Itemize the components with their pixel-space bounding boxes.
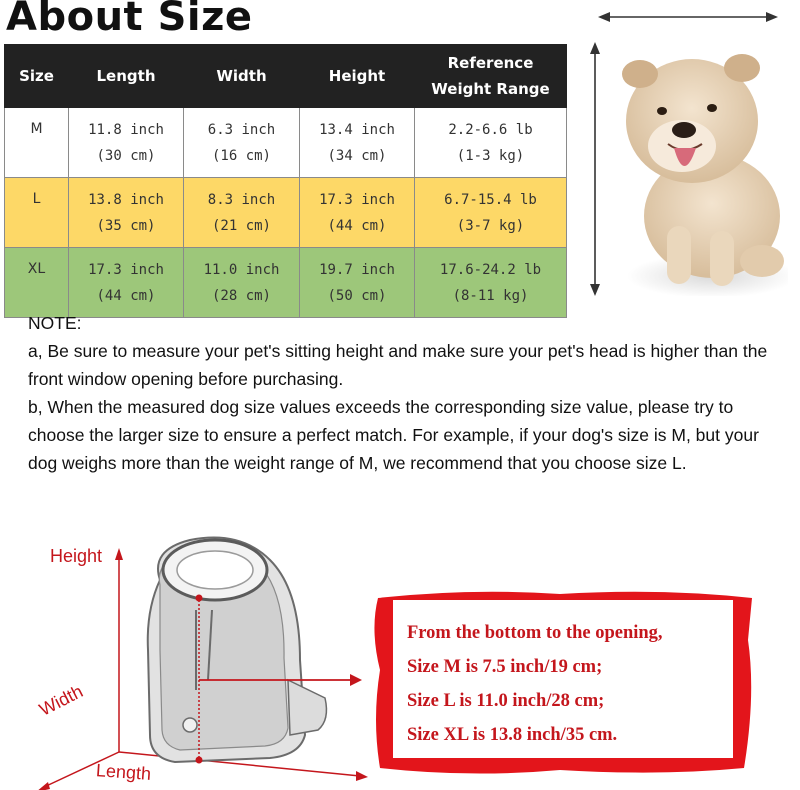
size-value: L <box>5 178 69 248</box>
info-line-3: Size L is 11.0 inch/28 cm; <box>407 691 605 711</box>
width-value <box>184 248 300 318</box>
length-value <box>69 108 184 178</box>
weight-value <box>415 108 567 178</box>
size-value: M <box>5 108 69 178</box>
size-table <box>4 44 567 318</box>
height-cm: (34 cm) <box>327 147 387 164</box>
width-value <box>184 178 300 248</box>
length-value <box>69 178 184 248</box>
page-title: About Size <box>6 0 253 40</box>
height-value <box>300 248 415 318</box>
table-row <box>5 178 567 248</box>
width-cm: (16 cm) <box>211 147 271 164</box>
weight-value <box>415 248 567 318</box>
height-label: Height <box>50 546 103 566</box>
header-weight-line2: Weight Range <box>431 80 550 98</box>
weight-lb: 6.7-15.4 lb <box>444 191 537 208</box>
length-value <box>69 248 184 318</box>
height-inch: 19.7 inch <box>319 261 395 278</box>
height-cm: (50 cm) <box>327 287 387 304</box>
height-value <box>300 178 415 248</box>
width-inch: 6.3 inch <box>207 121 276 138</box>
info-line-1: From the bottom to the opening, <box>407 623 663 643</box>
weight-kg: (3-7 kg) <box>456 217 525 234</box>
width-inch: 8.3 inch <box>207 191 276 208</box>
weight-kg: (1-3 kg) <box>456 147 525 164</box>
height-value <box>300 108 415 178</box>
dog-photo <box>612 26 788 296</box>
table-row <box>5 248 567 318</box>
length-inch: 17.3 inch <box>88 261 164 278</box>
note-a: a, Be sure to measure your pet's sitting height and make sure your pet's head is higher than the front window opening before purchasing. <box>28 341 768 389</box>
width-cm: (21 cm) <box>211 217 271 234</box>
weight-kg: (8-11 kg) <box>452 287 529 304</box>
length-inch: 13.8 inch <box>88 191 164 208</box>
height-inch: 17.3 inch <box>319 191 395 208</box>
header-size: Size <box>5 45 69 108</box>
table-row <box>5 108 567 178</box>
weight-lb: 2.2-6.6 lb <box>448 121 533 138</box>
length-cm: (35 cm) <box>96 217 156 234</box>
info-line-4: Size XL is 13.8 inch/35 cm. <box>407 725 618 745</box>
width-label: Width <box>36 681 87 720</box>
info-line-2: Size M is 7.5 inch/19 cm; <box>407 657 603 677</box>
length-cm: (30 cm) <box>96 147 156 164</box>
header-weight-line1: Reference <box>447 54 534 72</box>
header-width: Width <box>184 45 300 108</box>
note-heading: NOTE: <box>28 313 82 333</box>
size-value: XL <box>5 248 69 318</box>
length-cm: (44 cm) <box>96 287 156 304</box>
width-value <box>184 108 300 178</box>
height-cm: (44 cm) <box>327 217 387 234</box>
dog-photo-area <box>584 8 794 298</box>
table-header-row <box>5 45 567 108</box>
weight-value <box>415 178 567 248</box>
info-box <box>393 600 733 758</box>
length-inch: 11.8 inch <box>88 121 164 138</box>
note-section <box>28 309 788 477</box>
height-inch: 13.4 inch <box>319 121 395 138</box>
width-inch: 11.0 inch <box>203 261 280 278</box>
note-b: b, When the measured dog size values exceeds the corresponding size value, please try to choose the larger size to ensure a perfect match. For example, if your dog's size is M, but your dog weighs more than the weight range of M, we recommend that you choose size L. <box>28 397 759 473</box>
header-weight-range <box>415 45 567 108</box>
width-cm: (28 cm) <box>211 287 271 304</box>
header-length: Length <box>69 45 184 108</box>
length-label: Length <box>95 760 152 784</box>
weight-lb: 17.6-24.2 lb <box>439 261 542 278</box>
header-height: Height <box>300 45 415 108</box>
